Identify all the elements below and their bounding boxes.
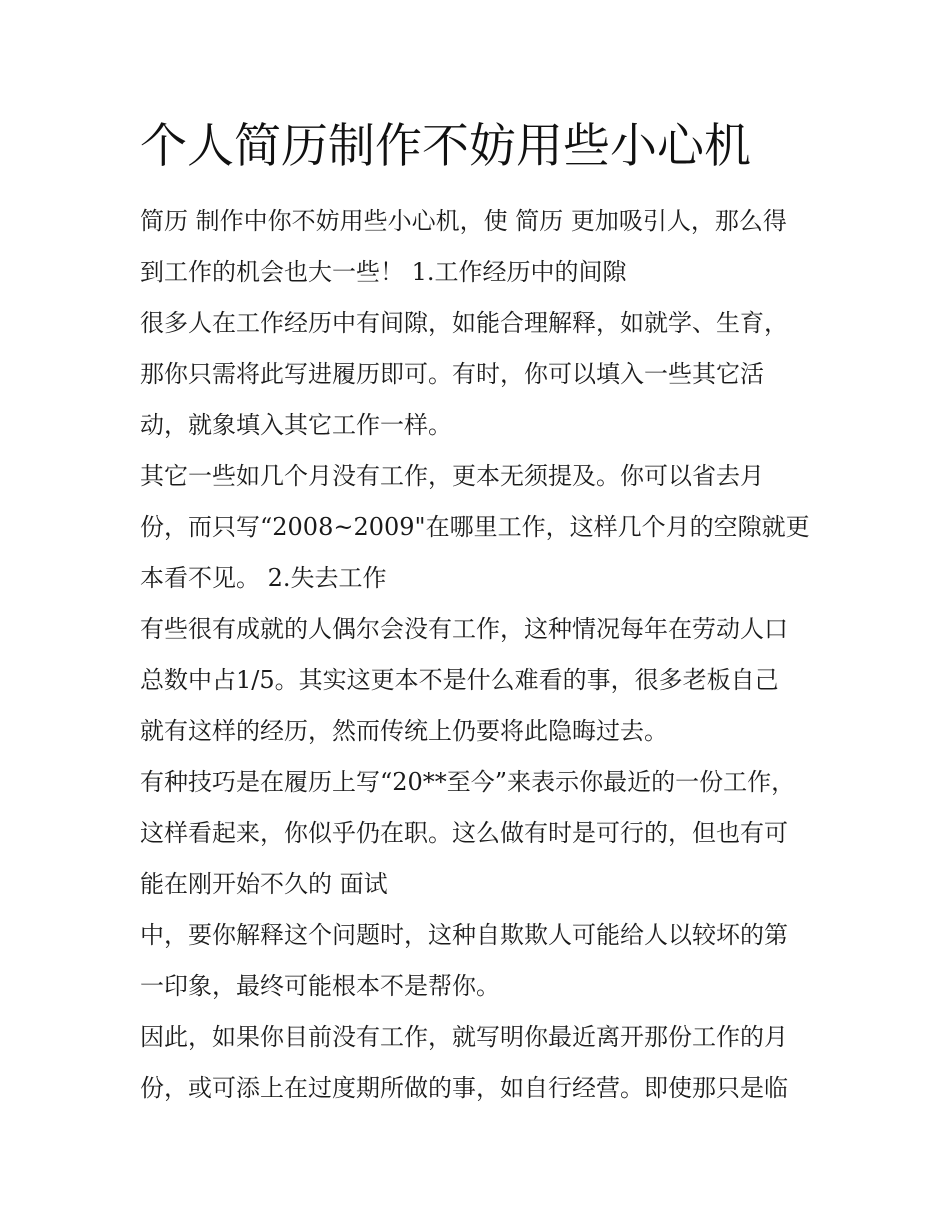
text-line: 一印象，最终可能根本不是帮你。 xyxy=(140,972,500,1000)
text-line: 这样看起来，你似乎仍在职。这么做有时是可行的，但也有可 xyxy=(140,819,788,847)
text-line: 动，就象填入其它工作一样。 xyxy=(140,411,452,439)
text-line: 那你只需将此写进履历即可。有时，你可以填入一些其它活 xyxy=(140,360,764,388)
text-line: 能在刚开始不久的 面试 xyxy=(140,870,388,898)
text-line: 本看不见。 2.失去工作 xyxy=(140,564,387,592)
text-line: 有些很有成就的人偶尔会没有工作，这种情况每年在劳动人口 xyxy=(140,615,788,643)
text-line: 简历 制作中你不妨用些小心机，使 简历 更加吸引人，那么得 xyxy=(140,207,787,235)
text-line: 份，而只写“2008~2009"在哪里工作，这样几个月的空隙就更 xyxy=(140,513,810,541)
document-title: 个人简历制作不妨用些小心机 xyxy=(140,119,751,174)
document-body xyxy=(140,196,820,1114)
text-line: 有种技巧是在履历上写“20**至今”来表示你最近的一份工作， xyxy=(140,768,796,796)
text-line: 中，要你解释这个问题时，这种自欺欺人可能给人以较坏的第 xyxy=(140,921,788,949)
text-line: 因此，如果你目前没有工作，就写明你最近离开那份工作的月 xyxy=(140,1023,788,1051)
text-line: 总数中占1/5。其实这更本不是什么难看的事，很多老板自己 xyxy=(140,666,779,694)
text-line: 到工作的机会也大一些！ 1.工作经历中的间隙 xyxy=(140,258,627,286)
text-line: 份，或可添上在过度期所做的事，如自行经营。即使那只是临 xyxy=(140,1074,788,1102)
text-line: 很多人在工作经历中有间隙，如能合理解释，如就学、生育， xyxy=(140,309,788,337)
text-line: 其它一些如几个月没有工作，更本无须提及。你可以省去月 xyxy=(140,462,764,490)
text-line: 就有这样的经历，然而传统上仍要将此隐晦过去。 xyxy=(140,717,668,745)
